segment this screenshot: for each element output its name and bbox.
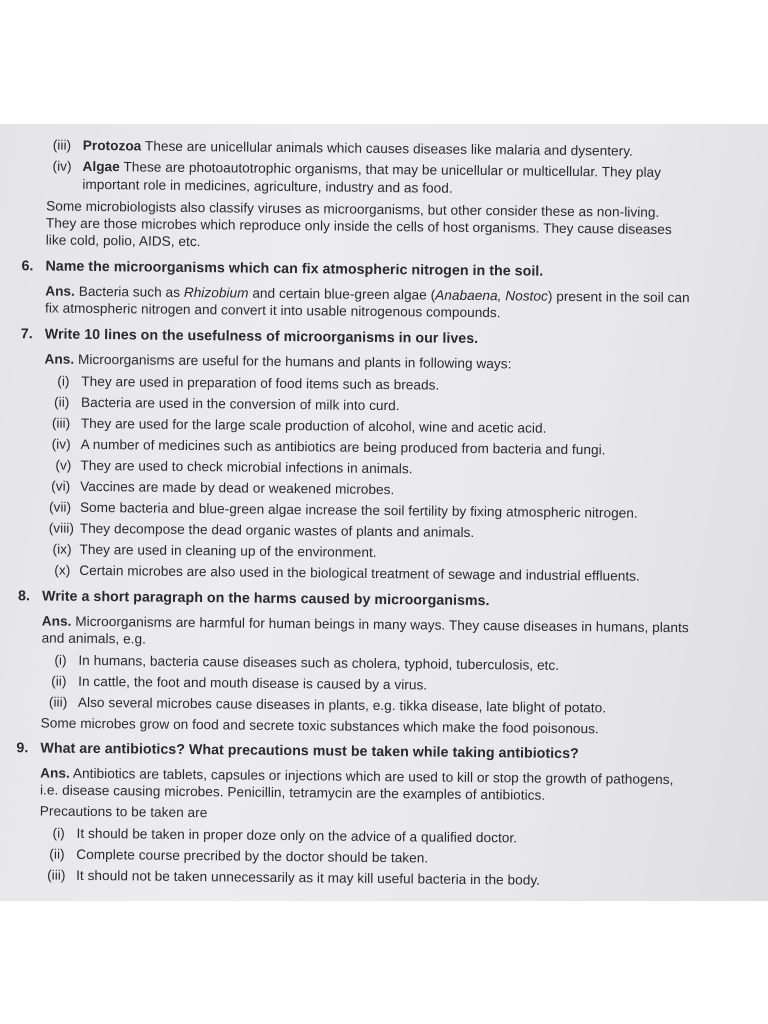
list-item: (iv) Algae These are photoautotrophic organisms, that may be unicellular or multicellular. They play	[52, 158, 662, 180]
document-page	[0, 124, 768, 901]
question-7: 7. Write 10 lines on the usefulness of microorganisms in our lives.	[20, 326, 479, 348]
answer-8-line: and animals, e.g.	[41, 630, 147, 647]
list-item: (iii) Protozoa These are unicellular animals which causes diseases like malaria and dysentery.	[52, 137, 634, 159]
list-item: (i) In humans, bacteria cause diseases such as cholera, typhoid, tuberculosis, etc.	[54, 652, 560, 673]
list-item: (vii) Some bacteria and blue-green algae increase the soil fertility by fixing atmospheric nitrogen.	[48, 499, 638, 521]
question-8: 8. Write a short paragraph on the harms caused by microorganisms.	[17, 588, 490, 610]
list-item-continuation: important role in medicines, agriculture, industry and as food.	[82, 176, 453, 196]
answer-6-line: fix atmospheric nitrogen and convert it into usable nitrogenous compounds.	[44, 300, 501, 321]
list-item: (iii) Also several microbes cause diseases in plants, e.g. tikka disease, late blight of potato.	[48, 694, 607, 716]
list-item: (v) They are used to check microbial infections in animals.	[55, 457, 413, 477]
paragraph-line: Some microbiologists also classify viruses as microorganisms, but other consider these as non-living.	[46, 198, 660, 220]
paragraph-line: They are those microbes which reproduce only inside the cells of host organisms. They cause diseases	[45, 215, 672, 238]
answer-7-intro: Ans. Microorganisms are useful for the humans and plants in following ways:	[44, 351, 512, 372]
answer-9-line: Ans. Antibiotics are tablets, capsules or injections which are used to kill or stop the growth of pathogens,	[40, 765, 674, 788]
list-item: (ii) Complete course precribed by the doctor should be taken.	[49, 846, 429, 866]
list-item: (i) They are used in preparation of food items such as breads.	[57, 373, 440, 393]
paragraph-line: Some microbes grow on food and secrete toxic substances which make the food poisonous.	[40, 715, 599, 737]
list-item: (i) It should be taken in proper doze only on the advice of a qualified doctor.	[52, 825, 518, 846]
list-item: (ii) In cattle, the foot and mouth disease is caused by a virus.	[51, 673, 428, 693]
page-content	[0, 124, 768, 888]
paragraph-line: like cold, polio, AIDS, etc.	[45, 232, 201, 250]
list-item: (vi) Vaccines are made by dead or weakened microbes.	[51, 478, 395, 498]
list-item: (ii) Bacteria are used in the conversion of milk into curd.	[54, 394, 400, 414]
list-item: (iv) A number of medicines such as antibiotics are being produced from bacteria and fungi.	[51, 436, 606, 458]
list-item: (iii) They are used for the large scale production of alcohol, wine and acetic acid.	[51, 415, 547, 436]
list-item: (ix) They are used in cleaning up of the environment.	[52, 541, 377, 560]
answer-9-line: i.e. disease causing microbes. Penicillin, tetramycin are the examples of antibiotics.	[39, 782, 546, 803]
list-item: (viii) They decompose the dead organic wastes of plants and animals.	[48, 520, 475, 540]
answer-8-line: Ans. Microorganisms are harmful for human beings in many ways. They cause diseases in humans, plants	[41, 613, 689, 636]
precautions-heading: Precautions to be taken are	[39, 803, 208, 821]
question-6: 6. Name the microorganisms which can fix atmospheric nitrogen in the soil.	[21, 258, 544, 280]
list-item: (iii) It should not be taken unnecessarily as it may kill useful bacteria in the body.	[47, 867, 541, 888]
list-item: (x) Certain microbes are also used in the biological treatment of sewage and industrial effluents.	[54, 562, 640, 584]
question-9: 9. What are antibiotics? What precautions must be taken while taking antibiotics?	[16, 740, 579, 763]
answer-6-line: Ans. Bacteria such as Rhizobium and certain blue-green algae (Anabaena, Nostoc) present in the soil can	[45, 283, 690, 306]
